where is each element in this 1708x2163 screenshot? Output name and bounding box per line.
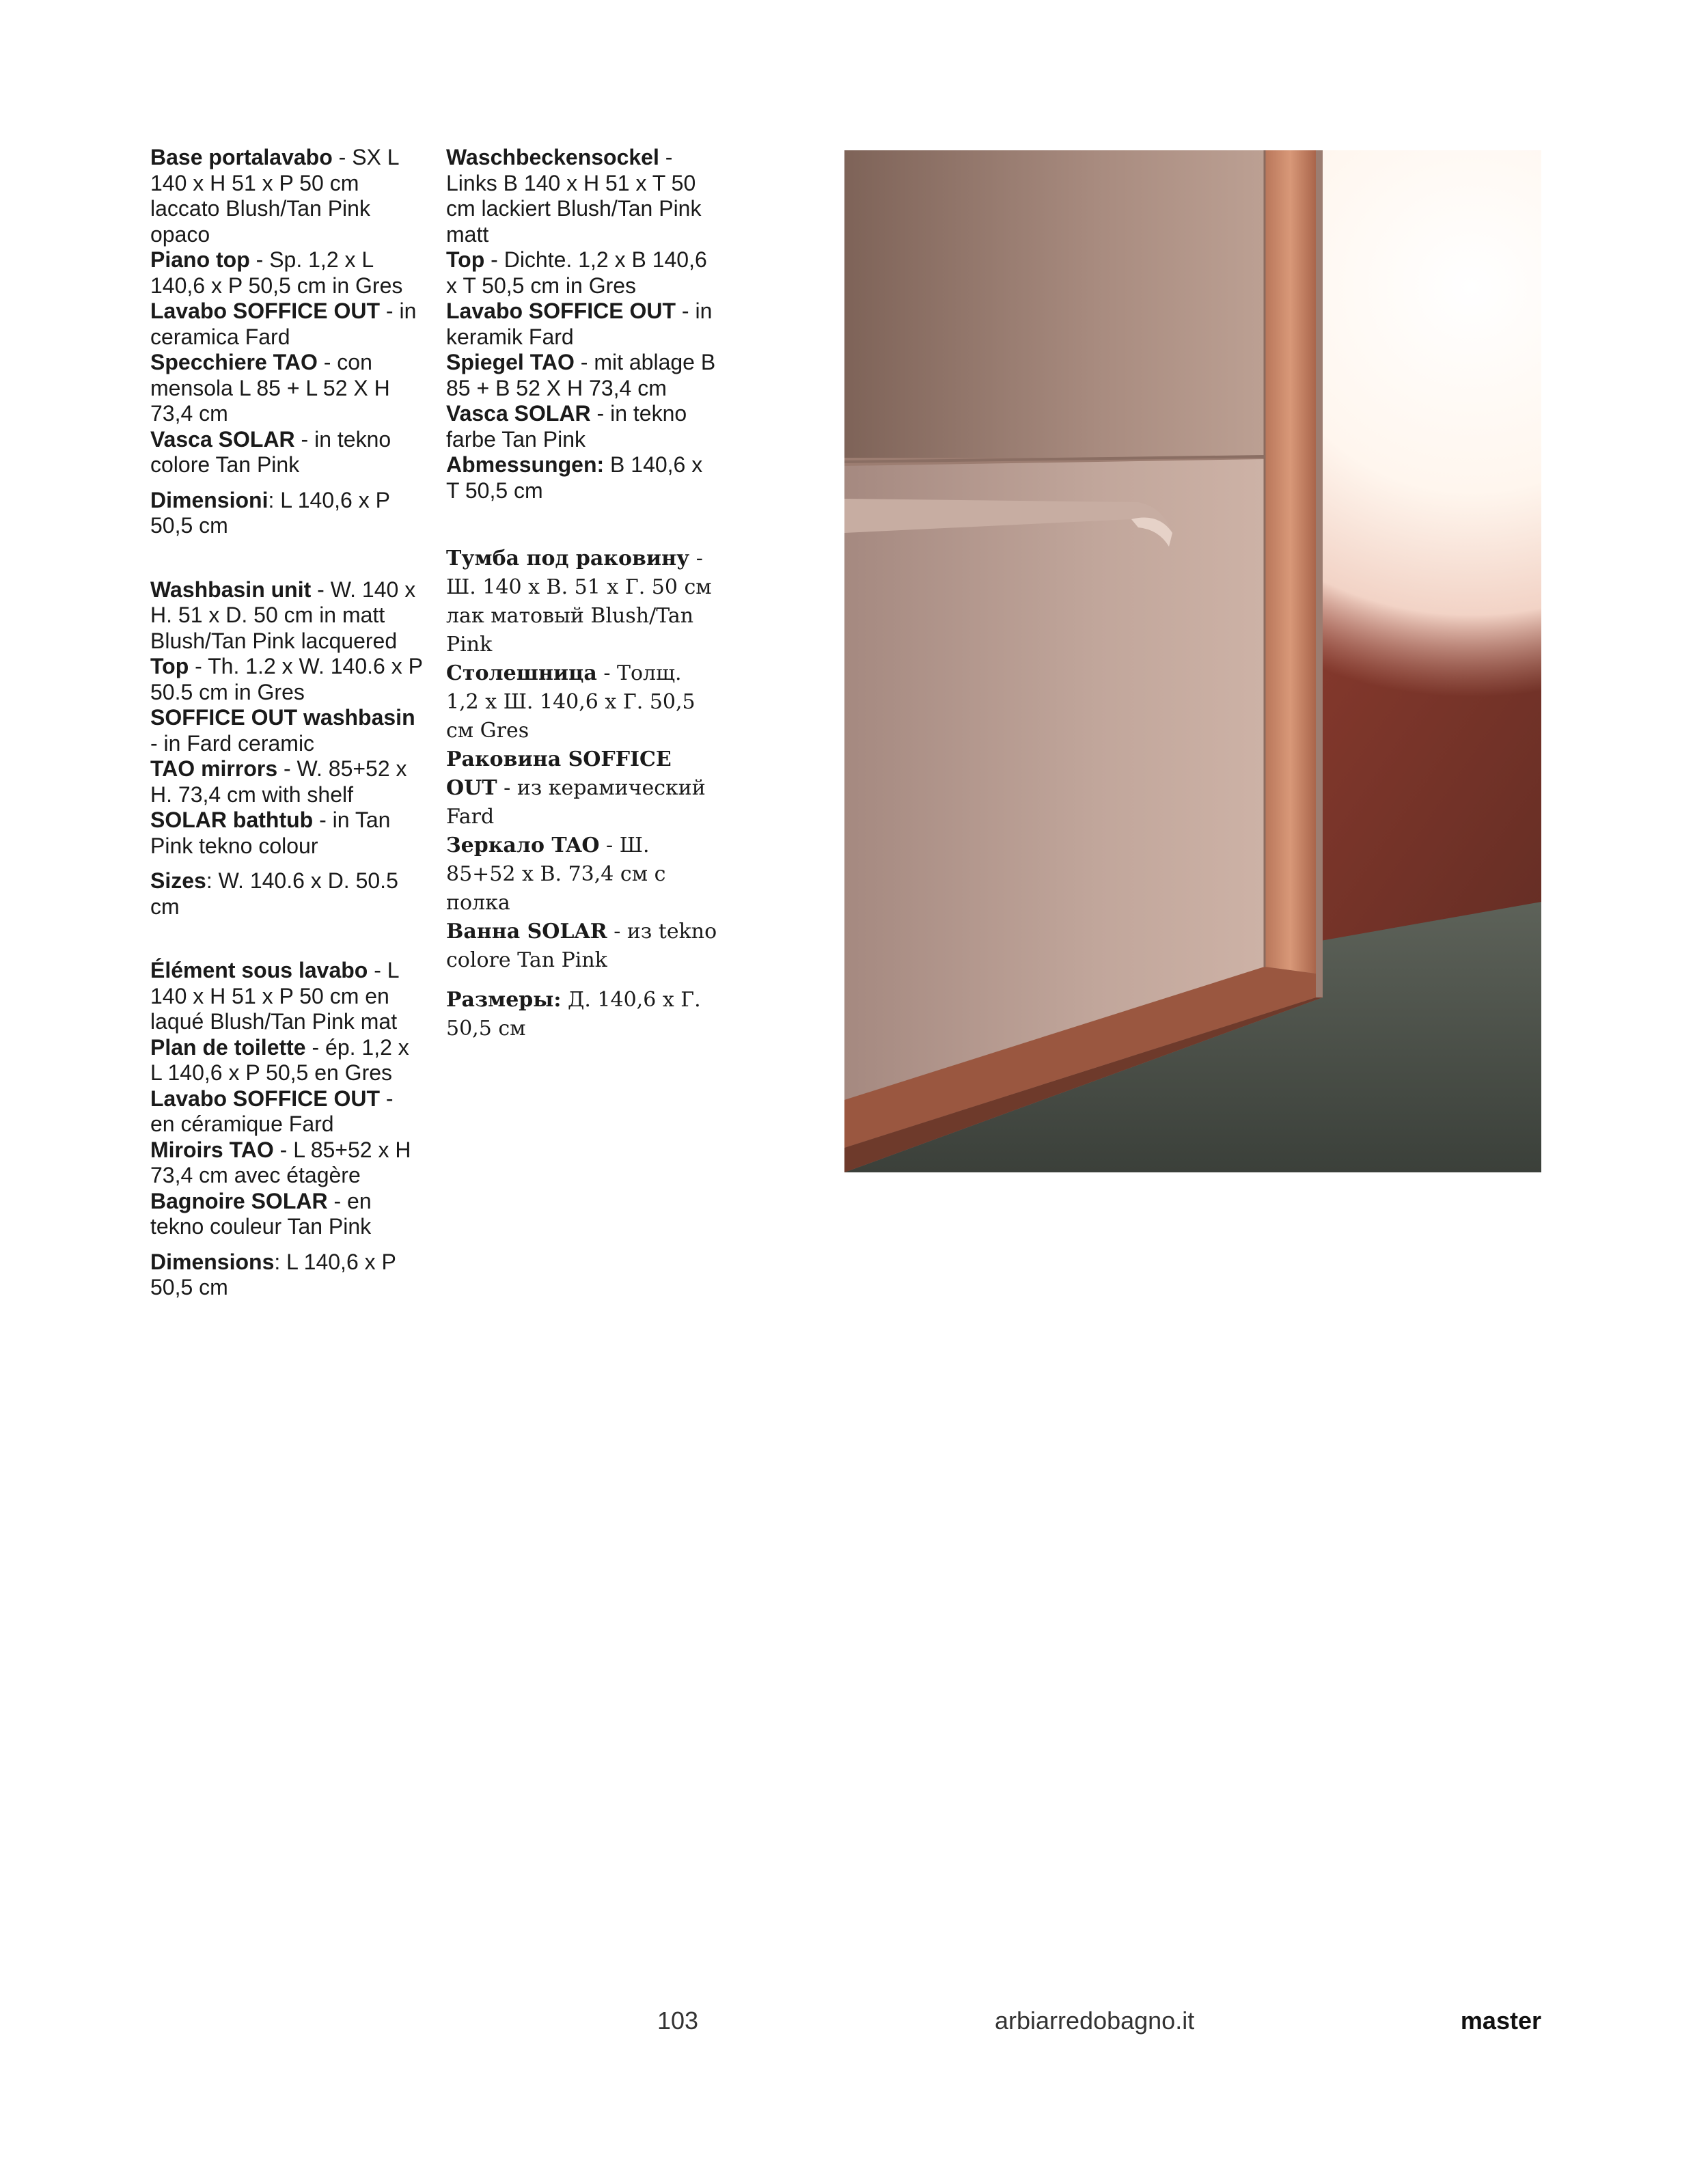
ru-line-2: Столешница - Толщ. 1,2 х Ш. 140,6 х Г. 50,5 см Gres xyxy=(446,661,695,743)
fr-line-5: Bagnoire SOLAR - en tekno couleur Tan Pink xyxy=(150,1188,372,1239)
ru-line-5: Ванна SOLAR - из tekno colore Tan Pink xyxy=(446,920,717,972)
fr-line-3: Lavabo SOFFICE OUT - en céramique Fard xyxy=(150,1086,394,1136)
brand-label: master xyxy=(1460,2007,1541,2035)
de-dimensions: Abmessungen: B 140,6 x T 50,5 cm xyxy=(446,452,703,503)
en-line-2: Top - Th. 1.2 x W. 140.6 x P 50.5 cm in Gres xyxy=(150,654,423,704)
website-url: arbiarredobagno.it xyxy=(995,2007,1195,2035)
de-line-4: Spiegel TAO - mit ablage B 85 + B 52 X H 73,4 cm xyxy=(446,350,716,400)
de-line-1: Waschbeckensockel - Links B 140 x H 51 x T 50 cm lackiert Blush/Tan Pink matt xyxy=(446,145,702,247)
en-dimensions: Sizes: W. 140.6 x D. 50.5 cm xyxy=(150,868,398,919)
fr-line-1: Élément sous lavabo - L 140 x H 51 x P 50 cm en laqué Blush/Tan Pink mat xyxy=(150,958,399,1034)
en-line-3: SOFFICE OUT washbasin - in Fard ceramic xyxy=(150,705,415,756)
ru-line-1: Тумба под раковину - Ш. 140 х В. 51 х Г. 50 см лак матовый Blush/Tan Pink xyxy=(446,547,712,657)
cabinet-photo-illustration xyxy=(844,150,1541,1172)
it-line-4: Specchiere TAO - con mensola L 85 + L 52 X H 73,4 cm xyxy=(150,350,390,426)
de-line-3: Lavabo SOFFICE OUT - in keramik Fard xyxy=(446,299,713,349)
ru-line-3: Раковина SOFFICE OUT - из керамический Fard xyxy=(446,747,706,829)
english-block xyxy=(150,577,424,920)
page-number: 103 xyxy=(657,2007,699,2035)
it-line-1: Base portalavabo - SX L 140 x H 51 x P 50 cm laccato Blush/Tan Pink opaco xyxy=(150,145,399,247)
en-line-5: SOLAR bathtub - in Tan Pink tekno colour xyxy=(150,808,391,858)
french-block xyxy=(150,958,424,1301)
italian-block xyxy=(150,145,424,539)
fr-dimensions: Dimensions: L 140,6 x P 50,5 cm xyxy=(150,1249,396,1299)
it-line-3: Lavabo SOFFICE OUT - in ceramica Fard xyxy=(150,299,417,349)
fr-line-4: Miroirs TAO - L 85+52 x H 73,4 cm avec étagère xyxy=(150,1137,411,1187)
ru-dimensions: Размеры: Д. 140,6 х Г. 50,5 см xyxy=(446,988,701,1041)
it-line-2: Piano top - Sp. 1,2 x L 140,6 x P 50,5 cm in Gres xyxy=(150,247,403,298)
it-line-5: Vasca SOLAR - in tekno colore Tan Pink xyxy=(150,426,391,477)
en-line-4: TAO mirrors - W. 85+52 x H. 73,4 cm with shelf xyxy=(150,756,407,807)
text-column-middle xyxy=(446,145,719,1043)
german-block xyxy=(446,145,719,504)
fr-line-2: Plan de toilette - ép. 1,2 x L 140,6 x P 50,5 en Gres xyxy=(150,1034,409,1085)
russian-block xyxy=(446,545,719,1043)
product-photo xyxy=(844,150,1541,1172)
it-dimensions: Dimensioni: L 140,6 x P 50,5 cm xyxy=(150,487,390,538)
text-column-left xyxy=(150,145,424,1301)
en-line-1: Washbasin unit - W. 140 x H. 51 x D. 50 cm in matt Blush/Tan Pink lacquered xyxy=(150,577,416,653)
ru-line-4: Зеркало TAO - Ш. 85+52 х В. 73,4 см с полка xyxy=(446,833,666,915)
de-line-5: Vasca SOLAR - in tekno farbe Tan Pink xyxy=(446,401,687,452)
de-line-2: Top - Dichte. 1,2 x B 140,6 x T 50,5 cm in Gres xyxy=(446,247,707,298)
